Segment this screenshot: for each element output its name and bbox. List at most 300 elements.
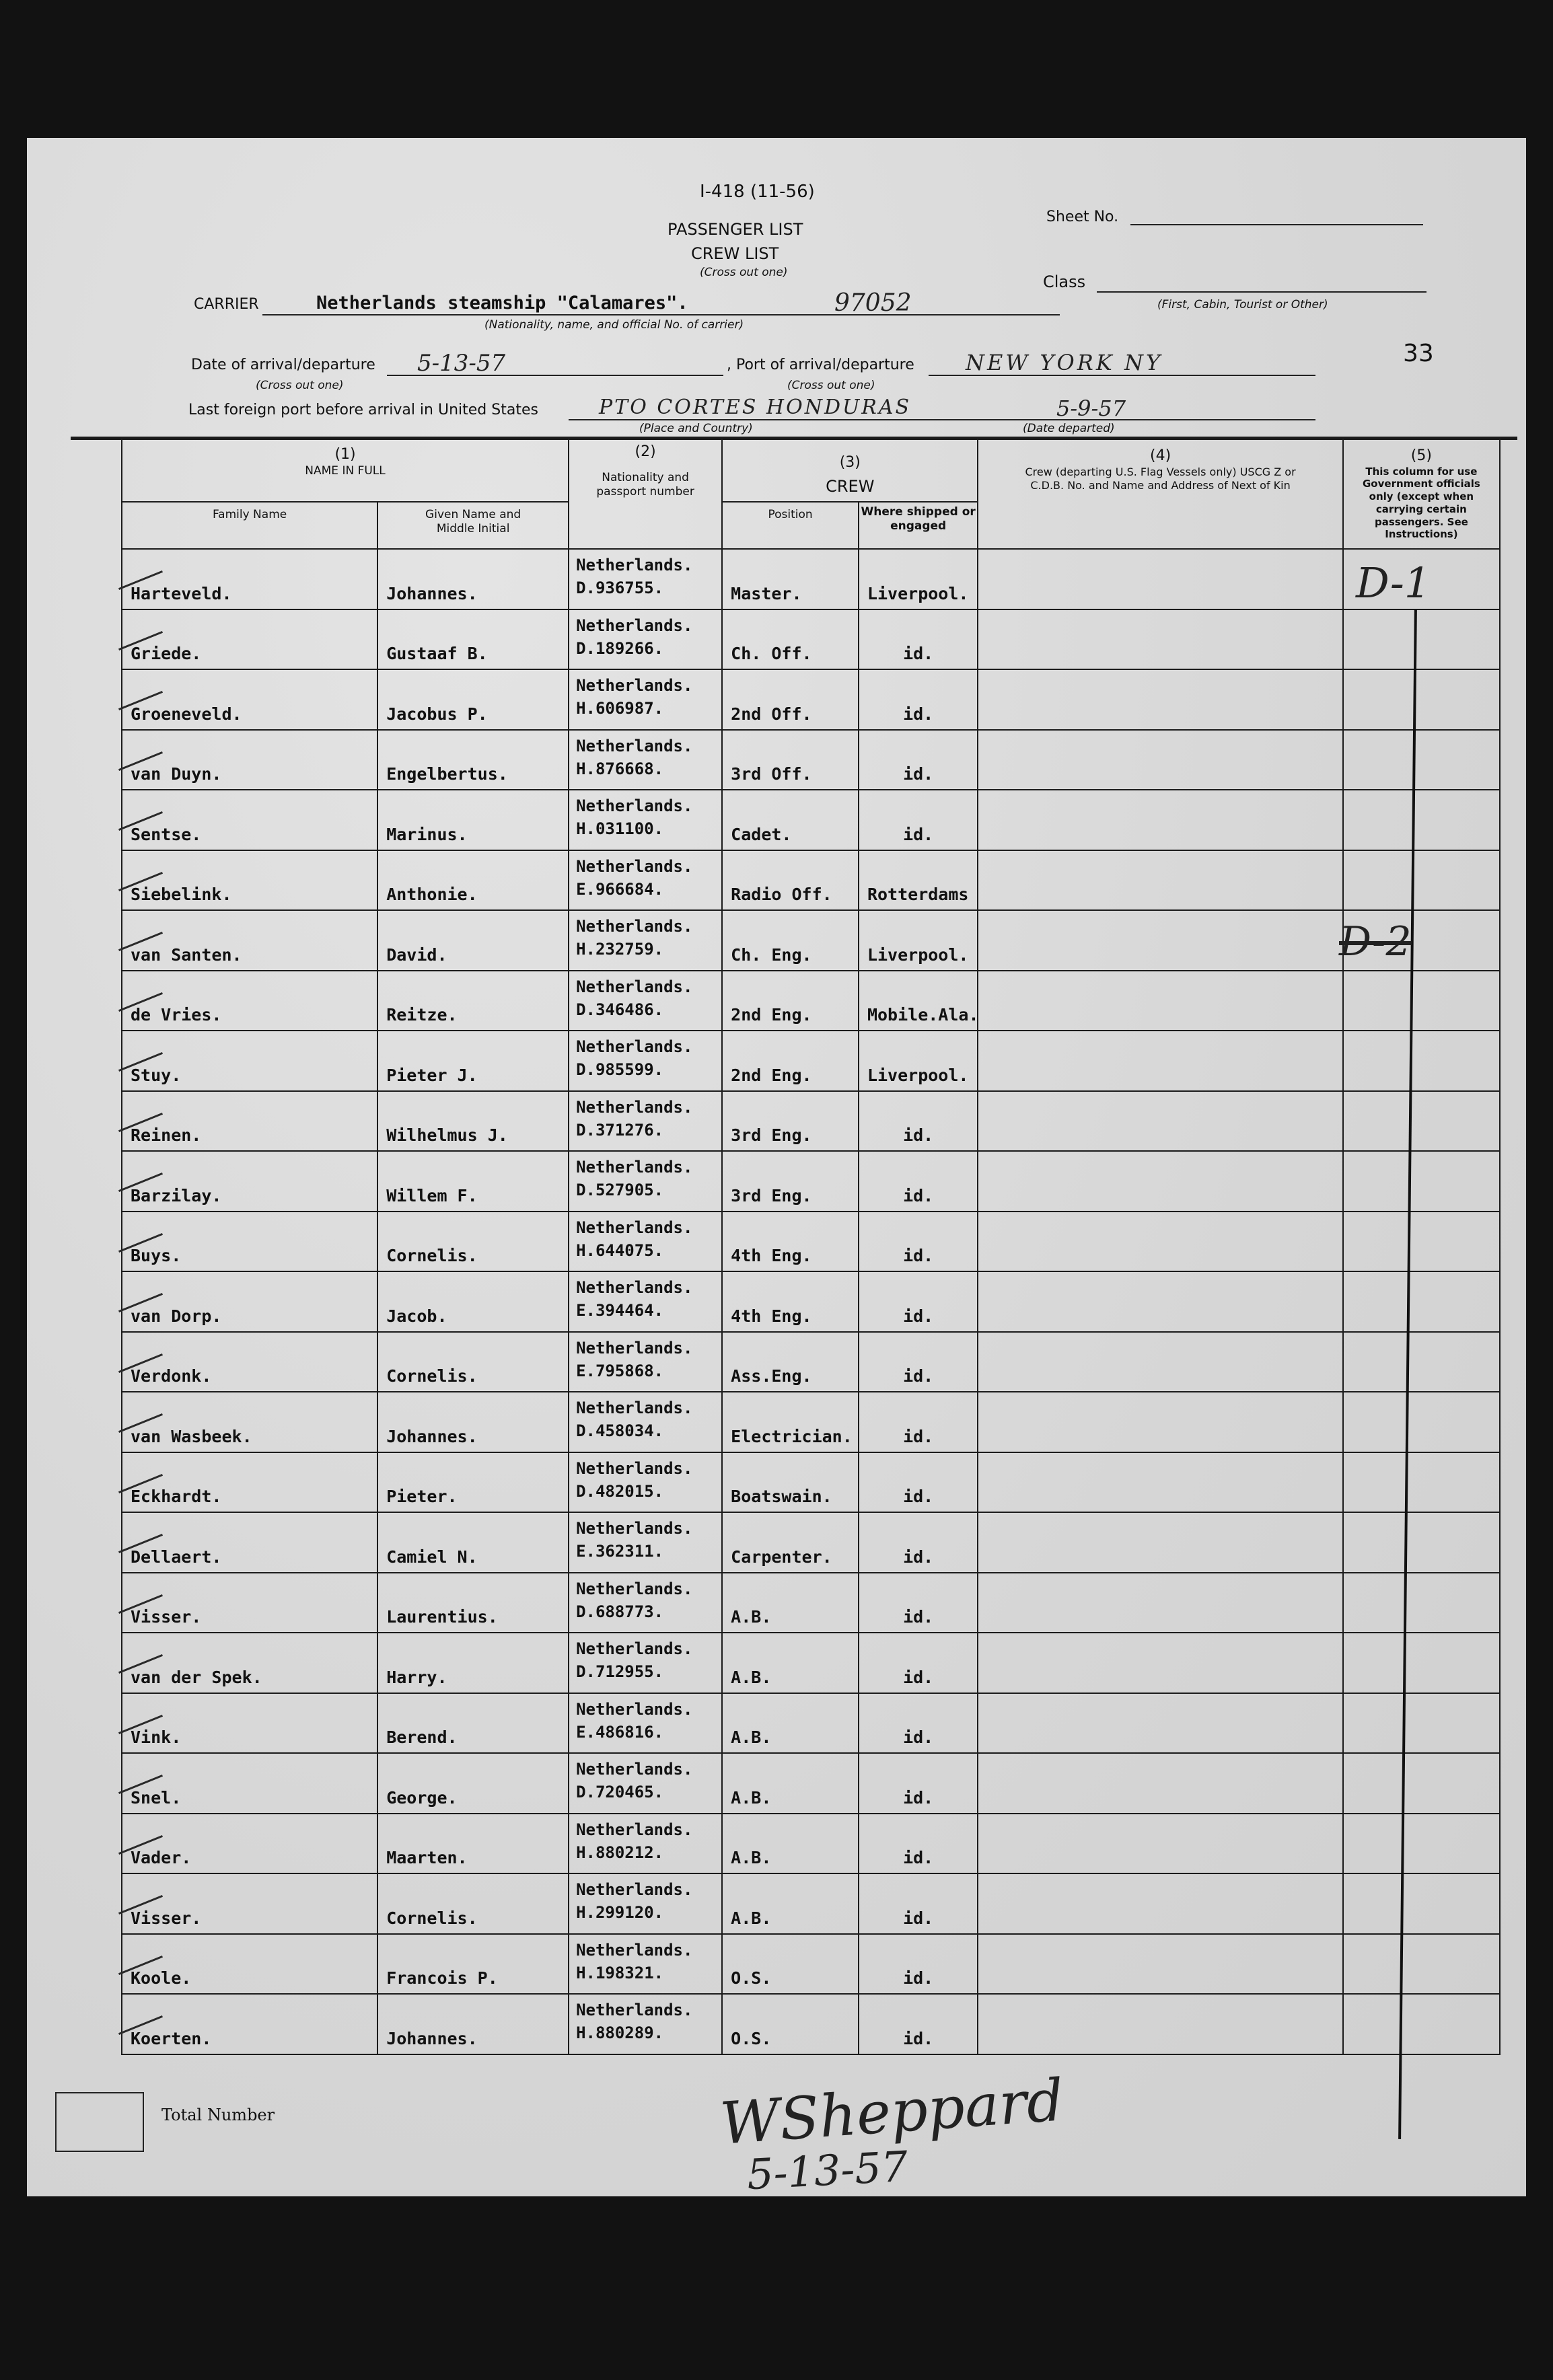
col5-header: (5) This column for use Government officials only (except when carrying certain passengers. See Instructions) xyxy=(1343,438,1500,549)
family-name: Vink. xyxy=(131,1727,182,1747)
given-name: Reitze. xyxy=(386,1005,458,1025)
nationality: Netherlands. xyxy=(576,1699,693,1719)
given-name: Harry. xyxy=(386,1667,447,1687)
position-cell xyxy=(722,730,859,790)
crew-row xyxy=(122,790,1500,850)
nationality: Netherlands. xyxy=(576,1458,693,1478)
crew-row xyxy=(122,730,1500,790)
shipped-cell xyxy=(859,1091,978,1152)
family-name-cell xyxy=(122,1753,377,1814)
crew-row xyxy=(122,1814,1500,1874)
col4-header: (4) Crew (departing U.S. Flag Vessels only) USCG Z or C.D.B. No. and Name and Address of Next of Kin xyxy=(978,438,1342,549)
position-cell xyxy=(722,790,859,850)
official-use-cell xyxy=(1343,669,1500,730)
given-name: Cornelis. xyxy=(386,1246,478,1265)
family-name: Sentse. xyxy=(131,824,202,844)
next-of-kin-cell xyxy=(978,609,1342,670)
nationality-cell xyxy=(569,1452,722,1513)
official-use-cell xyxy=(1343,609,1500,670)
next-of-kin-cell xyxy=(978,1512,1342,1573)
next-of-kin-cell xyxy=(978,790,1342,850)
position: A.B. xyxy=(731,1848,772,1867)
passport-number: D.458034. xyxy=(576,1421,664,1440)
crew-row xyxy=(122,669,1500,730)
where-shipped: id. xyxy=(903,1487,934,1506)
crew-row xyxy=(122,1873,1500,1934)
position-cell xyxy=(722,1873,859,1934)
passport-number: E.394464. xyxy=(576,1301,664,1320)
position: 2nd Eng. xyxy=(731,1005,812,1025)
passport-number: H.644075. xyxy=(576,1240,664,1260)
family-name-cell xyxy=(122,1814,377,1874)
position: O.S. xyxy=(731,1968,772,1988)
nationality-cell xyxy=(569,1091,722,1152)
where-shipped: id. xyxy=(903,644,934,663)
family-name: Griede. xyxy=(131,644,202,663)
position: Carpenter. xyxy=(731,1547,832,1567)
crew-row xyxy=(122,1271,1500,1332)
official-use-cell xyxy=(1343,1091,1500,1152)
family-name: Siebelink. xyxy=(131,885,232,904)
next-of-kin-cell xyxy=(978,1633,1342,1693)
last-port-label: Last foreign port before arrival in United States xyxy=(188,402,538,418)
position: 3rd Eng. xyxy=(731,1185,812,1205)
given-name: Johannes. xyxy=(386,2028,478,2048)
nationality-cell xyxy=(569,1753,722,1814)
nationality-cell xyxy=(569,669,722,730)
carrier-label: CARRIER xyxy=(194,296,259,313)
crew-row xyxy=(122,1934,1500,1995)
shipped-cell xyxy=(859,1633,978,1693)
next-of-kin-cell xyxy=(978,1994,1342,2054)
nationality-cell xyxy=(569,1212,722,1272)
given-name: Laurentius. xyxy=(386,1607,498,1627)
family-name: van Dorp. xyxy=(131,1306,222,1326)
family-name: van Santen. xyxy=(131,944,242,965)
mark-d1: D-1 xyxy=(1356,558,1431,607)
family-name-cell xyxy=(122,549,377,609)
family-name: van der Spek. xyxy=(131,1667,262,1687)
passport-number: H.880289. xyxy=(576,2023,664,2042)
family-name-cell xyxy=(122,609,377,670)
position: Ass.Eng. xyxy=(731,1366,812,1386)
passport-number: D.720465. xyxy=(576,1783,664,1801)
given-name: Gustaaf B. xyxy=(386,644,488,663)
where-shipped: Liverpool. xyxy=(867,583,969,603)
passport-number: D.712955. xyxy=(576,1662,664,1681)
passport-number: E.966684. xyxy=(576,879,664,899)
given-name-cell xyxy=(377,1814,569,1874)
nationality: Netherlands. xyxy=(576,1218,693,1237)
given-name-cell xyxy=(377,730,569,790)
total-number-box xyxy=(55,2092,144,2152)
family-name-cell xyxy=(122,1212,377,1272)
family-name-header: Family Name xyxy=(122,502,377,549)
nationality-cell xyxy=(569,1512,722,1573)
shipped-cell xyxy=(859,609,978,670)
position-cell xyxy=(722,1212,859,1272)
family-name-cell xyxy=(122,1633,377,1693)
official-use-cell xyxy=(1343,1212,1500,1272)
given-name-cell xyxy=(377,1091,569,1152)
position-cell xyxy=(722,669,859,730)
position: 4th Eng. xyxy=(731,1306,812,1326)
where-shipped: id. xyxy=(903,1547,934,1567)
position-cell xyxy=(722,1332,859,1392)
given-name: Cornelis. xyxy=(386,1366,478,1386)
family-name-cell xyxy=(122,910,377,971)
family-name-cell xyxy=(122,669,377,730)
nationality-cell xyxy=(569,1814,722,1874)
shipped-cell xyxy=(859,1151,978,1212)
nationality-cell xyxy=(569,1934,722,1995)
shipped-cell xyxy=(859,549,978,609)
position: 3rd Eng. xyxy=(731,1125,812,1145)
shipped-cell xyxy=(859,1212,978,1272)
family-name-cell xyxy=(122,1091,377,1152)
official-use-cell xyxy=(1343,730,1500,790)
passport-number: H.232759. xyxy=(576,940,664,959)
passport-number: D.985599. xyxy=(576,1060,664,1079)
family-name: de Vries. xyxy=(131,1005,222,1025)
family-name: Groeneveld. xyxy=(131,704,242,724)
nationality-cell xyxy=(569,549,722,609)
where-shipped: id. xyxy=(903,1968,934,1988)
where-shipped: Liverpool. xyxy=(867,1065,969,1085)
shipped-cell xyxy=(859,790,978,850)
port-line xyxy=(929,375,1315,376)
total-number-label: Total Number xyxy=(161,2106,275,2124)
family-name: Dellaert. xyxy=(131,1547,222,1567)
position: Master. xyxy=(731,583,802,603)
shipped-cell xyxy=(859,1814,978,1874)
position-cell xyxy=(722,549,859,609)
shipped-cell xyxy=(859,1753,978,1814)
carrier-value: Netherlands steamship "Calamares". xyxy=(316,293,688,313)
official-use-cell xyxy=(1343,1392,1500,1452)
next-of-kin-cell xyxy=(978,910,1342,971)
next-of-kin-cell xyxy=(978,1332,1342,1392)
nationality: Netherlands. xyxy=(576,977,693,996)
position: A.B. xyxy=(731,1908,772,1928)
family-name: Snel. xyxy=(131,1787,182,1808)
crew-list-document xyxy=(27,138,1526,2200)
position: O.S. xyxy=(731,2028,772,2048)
family-name-cell xyxy=(122,790,377,850)
crew-row xyxy=(122,1512,1500,1573)
crew-row xyxy=(122,1452,1500,1513)
position-cell xyxy=(722,609,859,670)
port-label: , Port of arrival/departure xyxy=(727,357,914,373)
family-name-cell xyxy=(122,1271,377,1332)
official-use-cell xyxy=(1343,1512,1500,1573)
passport-number: D.371276. xyxy=(576,1120,664,1140)
given-name: Wilhelmus J. xyxy=(386,1125,508,1145)
arrival-label: Date of arrival/departure xyxy=(191,357,375,373)
family-name-cell xyxy=(122,1151,377,1212)
nationality-cell xyxy=(569,1573,722,1633)
where-shipped: id. xyxy=(903,1908,934,1928)
shipped-header: Where shipped or engaged xyxy=(859,502,978,549)
official-use-cell xyxy=(1343,1753,1500,1814)
where-shipped: id. xyxy=(903,764,934,784)
official-use-cell xyxy=(1343,1994,1500,2054)
official-use-cell xyxy=(1343,1814,1500,1874)
given-name: Engelbertus. xyxy=(386,764,508,784)
crew-row xyxy=(122,1212,1500,1272)
where-shipped: id. xyxy=(903,1125,934,1145)
next-of-kin-cell xyxy=(978,1031,1342,1091)
last-port-line xyxy=(569,419,1315,420)
given-name-cell xyxy=(377,1873,569,1934)
family-name: Vader. xyxy=(131,1848,192,1867)
given-name: Francois P. xyxy=(386,1968,498,1988)
nationality: Netherlands. xyxy=(576,1519,693,1538)
official-use-cell xyxy=(1343,1873,1500,1934)
passport-number: H.198321. xyxy=(576,1963,664,1982)
next-of-kin-cell xyxy=(978,1934,1342,1995)
shipped-cell xyxy=(859,1452,978,1513)
position: Ch. Off. xyxy=(731,644,812,663)
crew-row xyxy=(122,1994,1500,2054)
form-title-crew: CREW LIST xyxy=(691,244,779,263)
given-name-cell xyxy=(377,1753,569,1814)
passport-number: D.688773. xyxy=(576,1602,664,1621)
family-name: van Wasbeek. xyxy=(131,1426,252,1446)
position-cell xyxy=(722,1994,859,2054)
crew-row xyxy=(122,910,1500,971)
arrival-value: 5-13-57 xyxy=(417,350,506,377)
shipped-cell xyxy=(859,1573,978,1633)
given-name-cell xyxy=(377,669,569,730)
next-of-kin-cell xyxy=(978,850,1342,911)
given-name-cell xyxy=(377,1212,569,1272)
shipped-cell xyxy=(859,850,978,911)
given-name: Johannes. xyxy=(386,583,478,603)
family-name: Visser. xyxy=(131,1908,202,1928)
passport-number: D.189266. xyxy=(576,638,664,658)
position: 2nd Eng. xyxy=(731,1065,812,1085)
nationality: Netherlands. xyxy=(576,796,693,815)
position: A.B. xyxy=(731,1727,772,1747)
official-use-cell xyxy=(1343,971,1500,1031)
given-name-cell xyxy=(377,971,569,1031)
given-name-cell xyxy=(377,1633,569,1693)
official-use-cell xyxy=(1343,1452,1500,1513)
given-name: Anthonie. xyxy=(386,885,478,904)
next-of-kin-cell xyxy=(978,1814,1342,1874)
passport-number: H.876668. xyxy=(576,759,664,778)
position-cell xyxy=(722,1452,859,1513)
where-shipped: id. xyxy=(903,2028,934,2048)
given-name-cell xyxy=(377,1934,569,1995)
family-name-cell xyxy=(122,850,377,911)
nationality: Netherlands. xyxy=(576,1820,693,1839)
next-of-kin-cell xyxy=(978,1753,1342,1814)
given-name: George. xyxy=(386,1787,458,1808)
passport-number: H.880212. xyxy=(576,1843,664,1862)
shipped-cell xyxy=(859,971,978,1031)
position-cell xyxy=(722,1814,859,1874)
next-of-kin-cell xyxy=(978,1392,1342,1452)
passport-number: D.527905. xyxy=(576,1181,664,1199)
family-name: Koole. xyxy=(131,1968,192,1988)
position: 4th Eng. xyxy=(731,1246,812,1265)
official-use-cell xyxy=(1343,1693,1500,1754)
position-cell xyxy=(722,850,859,911)
position: Cadet. xyxy=(731,824,792,844)
family-name: Harteveld. xyxy=(131,583,232,603)
family-name: Reinen. xyxy=(131,1125,202,1145)
position-cell xyxy=(722,910,859,971)
nationality: Netherlands. xyxy=(576,1097,693,1117)
official-use-cell xyxy=(1343,1031,1500,1091)
given-name: Cornelis. xyxy=(386,1908,478,1928)
class-line xyxy=(1097,291,1426,293)
official-use-cell xyxy=(1343,1151,1500,1212)
nationality-cell xyxy=(569,730,722,790)
given-name-cell xyxy=(377,790,569,850)
crew-row xyxy=(122,1633,1500,1693)
nationality: Netherlands. xyxy=(576,1579,693,1598)
given-name: David. xyxy=(386,944,447,965)
official-use-cell xyxy=(1343,1332,1500,1392)
family-name-cell xyxy=(122,1031,377,1091)
given-name: Marinus. xyxy=(386,824,468,844)
shipped-cell xyxy=(859,669,978,730)
given-name: Johannes. xyxy=(386,1426,478,1446)
where-shipped: id. xyxy=(903,1246,934,1265)
crew-row xyxy=(122,1693,1500,1754)
crew-row xyxy=(122,1031,1500,1091)
crew-row xyxy=(122,1573,1500,1633)
given-name: Jacob. xyxy=(386,1306,447,1326)
next-of-kin-cell xyxy=(978,730,1342,790)
shipped-cell xyxy=(859,1332,978,1392)
where-shipped: id. xyxy=(903,1848,934,1867)
nationality-cell xyxy=(569,1873,722,1934)
shipped-cell xyxy=(859,1994,978,2054)
where-shipped: id. xyxy=(903,1667,934,1687)
passport-number: E.362311. xyxy=(576,1542,664,1561)
family-name: Stuy. xyxy=(131,1065,182,1085)
where-shipped: Rotterdams xyxy=(867,885,969,904)
next-of-kin-cell xyxy=(978,971,1342,1031)
nationality: Netherlands. xyxy=(576,917,693,936)
arrival-line xyxy=(387,375,723,376)
next-of-kin-cell xyxy=(978,669,1342,730)
where-shipped: id. xyxy=(903,824,934,844)
nationality-cell xyxy=(569,1332,722,1392)
given-name: Berend. xyxy=(386,1727,458,1747)
position: 3rd Off. xyxy=(731,764,812,784)
official-use-cell xyxy=(1343,1573,1500,1633)
family-name-cell xyxy=(122,1452,377,1513)
inspector-signature: WSheppard xyxy=(718,2067,1067,2158)
crew-row xyxy=(122,1151,1500,1212)
given-name-cell xyxy=(377,1693,569,1754)
form-title-passenger: PASSENGER LIST xyxy=(667,220,803,239)
given-name: Jacobus P. xyxy=(386,704,488,724)
family-name-cell xyxy=(122,971,377,1031)
nationality: Netherlands. xyxy=(576,1940,693,1960)
col2-header: (2) Nationality and passport number xyxy=(569,438,722,549)
where-shipped: id. xyxy=(903,1185,934,1205)
nationality-cell xyxy=(569,971,722,1031)
next-of-kin-cell xyxy=(978,1212,1342,1272)
official-use-cell xyxy=(1343,1633,1500,1693)
shipped-cell xyxy=(859,910,978,971)
nationality-cell xyxy=(569,1151,722,1212)
where-shipped: id. xyxy=(903,1366,934,1386)
crew-row xyxy=(122,850,1500,911)
position: A.B. xyxy=(731,1667,772,1687)
next-of-kin-cell xyxy=(978,1091,1342,1152)
given-name-cell xyxy=(377,1271,569,1332)
nationality: Netherlands. xyxy=(576,1399,693,1417)
given-name-cell xyxy=(377,609,569,670)
family-name-cell xyxy=(122,1332,377,1392)
family-name: Koerten. xyxy=(131,2028,212,2048)
next-of-kin-cell xyxy=(978,1452,1342,1513)
position: Radio Off. xyxy=(731,885,832,904)
position-cell xyxy=(722,1151,859,1212)
position: Boatswain. xyxy=(731,1487,832,1506)
given-name: Willem F. xyxy=(386,1185,478,1205)
where-shipped: id. xyxy=(903,704,934,724)
form-number: I-418 (11-56) xyxy=(700,182,815,202)
port-note: (Cross out one) xyxy=(787,379,875,392)
position-cell xyxy=(722,1392,859,1452)
given-name-cell xyxy=(377,549,569,609)
nationality: Netherlands. xyxy=(576,1037,693,1056)
crew-row xyxy=(122,549,1500,609)
position: Ch. Eng. xyxy=(731,944,812,965)
last-port-note: (Place and Country) xyxy=(639,422,753,435)
where-shipped: Liverpool. xyxy=(867,944,969,965)
date-departed-note: (Date departed) xyxy=(1023,422,1115,435)
given-name-cell xyxy=(377,1512,569,1573)
passport-number: E.795868. xyxy=(576,1361,664,1380)
family-name: Barzilay. xyxy=(131,1185,222,1205)
nationality-cell xyxy=(569,1693,722,1754)
official-use-cell xyxy=(1343,1271,1500,1332)
shipped-cell xyxy=(859,1031,978,1091)
nationality: Netherlands. xyxy=(576,856,693,876)
where-shipped: id. xyxy=(903,1787,934,1808)
crew-table xyxy=(121,437,1501,2055)
family-name-cell xyxy=(122,1573,377,1633)
position-cell xyxy=(722,1934,859,1995)
passport-number: D.936755. xyxy=(576,579,664,597)
nationality-cell xyxy=(569,850,722,911)
given-name: Pieter J. xyxy=(386,1065,478,1085)
shipped-cell xyxy=(859,1693,978,1754)
given-name-cell xyxy=(377,1573,569,1633)
nationality-cell xyxy=(569,1271,722,1332)
position-cell xyxy=(722,1693,859,1754)
nationality-cell xyxy=(569,790,722,850)
crew-row xyxy=(122,1753,1500,1814)
shipped-cell xyxy=(859,730,978,790)
page-number: 33 xyxy=(1403,340,1434,367)
sheet-line xyxy=(1130,224,1423,225)
carrier-note: (Nationality, name, and official No. of carrier) xyxy=(484,318,744,332)
official-use-cell xyxy=(1343,850,1500,911)
class-note: (First, Cabin, Tourist or Other) xyxy=(1157,298,1328,311)
nationality: Netherlands. xyxy=(576,736,693,755)
shipped-cell xyxy=(859,1934,978,1995)
